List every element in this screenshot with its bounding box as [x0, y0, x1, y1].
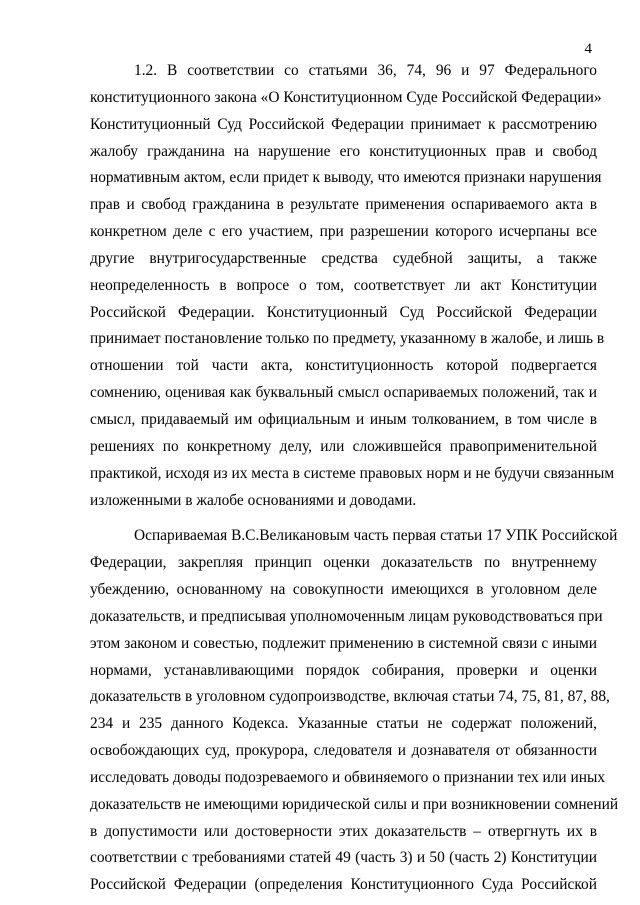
text-line: конституционного закона «О Конституционном Суде Российской Федерации»: [90, 88, 602, 106]
text-line: доказательств в уголовном судопроизводстве, включая статьи 74, 75, 81, 87, 88,: [90, 688, 610, 706]
text-line: Оспариваемая В.С.Великановым часть первая статьи 17 УПК Российской: [134, 527, 618, 545]
text-line: другие внутригосударственные средства судебной защиты, а также: [90, 249, 597, 267]
text-line: конкретном деле с его участием, при разрешении которого исчерпаны все: [90, 223, 597, 241]
text-line: в допустимости или достоверности этих доказательств – отвергнуть их в: [90, 822, 597, 840]
text-line: доказательств, и предписывая уполномоченным лицам руководствоваться при: [90, 607, 603, 625]
document-body: [90, 58, 619, 899]
text-line: исследовать доводы подозреваемого и обвиняемого о признании тех или иных: [90, 768, 606, 786]
text-line: освобождающих суд, прокурора, следователя и дознавателя от обязанности: [90, 742, 597, 760]
text-line: нормами, устанавливающими порядок собирания, проверки и оценки: [90, 661, 597, 679]
text-line: Российской Федерации (определения Конституционного Суда Российской: [90, 876, 597, 894]
text-line: неопределенность в вопросе о том, соответствует ли акт Конституции: [90, 276, 597, 294]
text-line: Федерации, закрепляя принцип оценки доказательств по внутреннему: [90, 554, 597, 572]
text-line: жалобу гражданина на нарушение его конституционных прав и свобод: [90, 142, 597, 160]
text-line: прав и свобод гражданина в результате применения оспариваемого акта в: [90, 196, 597, 214]
text-line: доказательств не имеющими юридической силы и при возникновении сомнений: [90, 795, 619, 813]
text-line: решениях по конкретному делу, или сложившейся правоприменительной: [90, 437, 597, 455]
text-line: отношении той части акта, конституционность которой подвергается: [90, 357, 597, 375]
text-line: 234 и 235 данного Кодекса. Указанные статьи не содержат положений,: [90, 715, 597, 733]
text-line: практикой, исходя из их места в системе правовых норм и не будучи связанным: [90, 464, 615, 482]
text-line: сомнению, оценивая как буквальный смысл оспариваемых положений, так и: [90, 384, 597, 402]
text-line: убеждению, основанному на совокупности имеющихся в уголовном деле: [90, 581, 597, 599]
page-number: 4: [584, 41, 592, 57]
text-line: Российской Федерации. Конституционный Суд Российской Федерации: [90, 303, 597, 321]
paragraph-1: [90, 58, 615, 514]
text-line: этом законом и совестью, подлежит применению в системной связи с иными: [90, 634, 597, 652]
text-line: смысл, придаваемый им официальным и иным толкованием, в том числе в: [90, 410, 597, 428]
text-line: изложенными в жалобе основаниями и доводами.: [90, 491, 417, 509]
text-line: нормативным актом, если придет к выводу, что имеются признаки нарушения: [90, 169, 602, 187]
text-line: 1.2. В соответствии со статьями 36, 74, 96 и 97 Федерального: [134, 62, 597, 79]
text-line: соответствии с требованиями статей 49 (часть 3) и 50 (часть 2) Конституции: [90, 849, 597, 867]
text-line: принимает постановление только по предмету, указанному в жалобе, и лишь в: [90, 330, 605, 348]
text-line: Конституционный Суд Российской Федерации принимает к рассмотрению: [90, 115, 597, 133]
paragraph-2: [90, 523, 619, 899]
